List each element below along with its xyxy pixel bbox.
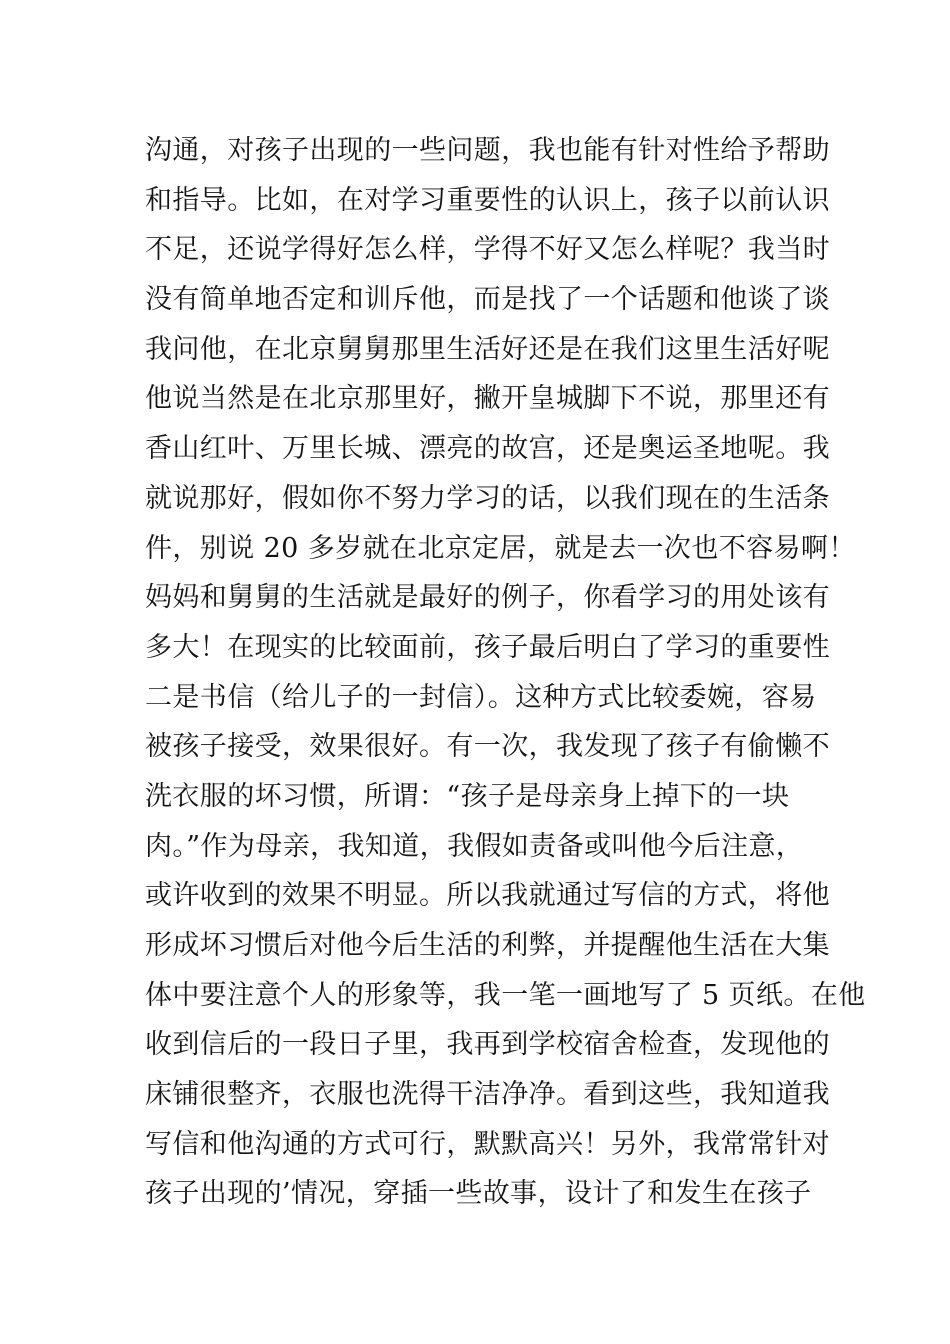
body-text xyxy=(145,126,866,1219)
text-line: 写信和他沟通的方式可行，默默高兴！另外，我常常针对 xyxy=(145,1128,830,1160)
text-line: 收到信后的一段日子里，我再到学校宿舍检查，发现他的 xyxy=(145,1029,830,1061)
text-line: 多大！在现实的比较面前，孩子最后明白了学习的重要性 xyxy=(145,631,830,663)
text-line: 洗衣服的坏习惯，所谓：“孩子是母亲身上掉下的一块 xyxy=(145,780,790,812)
text-line: 和指导。比如，在对学习重要性的认识上，孩子以前认识 xyxy=(145,184,830,216)
text-line: 体中要注意个人的形象等，我一笔一画地写了 5 页纸。在他 xyxy=(145,979,866,1011)
text-line: 沟通，对孩子出现的一些问题，我也能有针对性给予帮助 xyxy=(145,135,830,166)
text-line: 孩子出现的’情况，穿插一些故事，设计了和发生在孩子 xyxy=(145,1178,812,1210)
text-line: 床铺很整齐，衣服也洗得干洁净净。看到这些，我知道我 xyxy=(145,1079,830,1111)
text-line: 肉。”作为母亲，我知道，我假如责备或叫他今后注意， xyxy=(145,830,804,862)
text-line: 二是书信（给儿子的一封信）。这种方式比较委婉，容易 xyxy=(145,681,817,713)
text-line: 没有简单地否定和训斥他，而是找了一个话题和他谈了谈 xyxy=(145,284,830,316)
text-line: 就说那好，假如你不努力学习的话，以我们现在的生活条 xyxy=(145,482,830,514)
text-line: 妈妈和舅舅的生活就是最好的例子，你看学习的用处该有 xyxy=(145,582,830,614)
text-line: 香山红叶、万里长城、漂亮的故宫，还是奥运圣地呢。我 xyxy=(145,433,830,465)
text-line: 被孩子接受，效果很好。有一次，我发现了孩子有偷懒不 xyxy=(145,731,830,763)
text-line: 或许收到的效果不明显。所以我就通过写信的方式，将他 xyxy=(145,880,830,912)
text-line: 不足，还说学得好怎么样，学得不好又怎么样呢？我当时 xyxy=(145,234,830,266)
text-line: 我问他，在北京舅舅那里生活好还是在我们这里生活好呢 xyxy=(145,333,830,365)
text-line: 件，别说 20 多岁就在北京定居，就是去一次也不容易啊！ xyxy=(145,532,856,564)
text-line: 他说当然是在北京那里好，撇开皇城脚下不说，那里还有 xyxy=(145,383,830,415)
text-line: 形成坏习惯后对他今后生活的利弊，并提醒他生活在大集 xyxy=(145,930,830,961)
